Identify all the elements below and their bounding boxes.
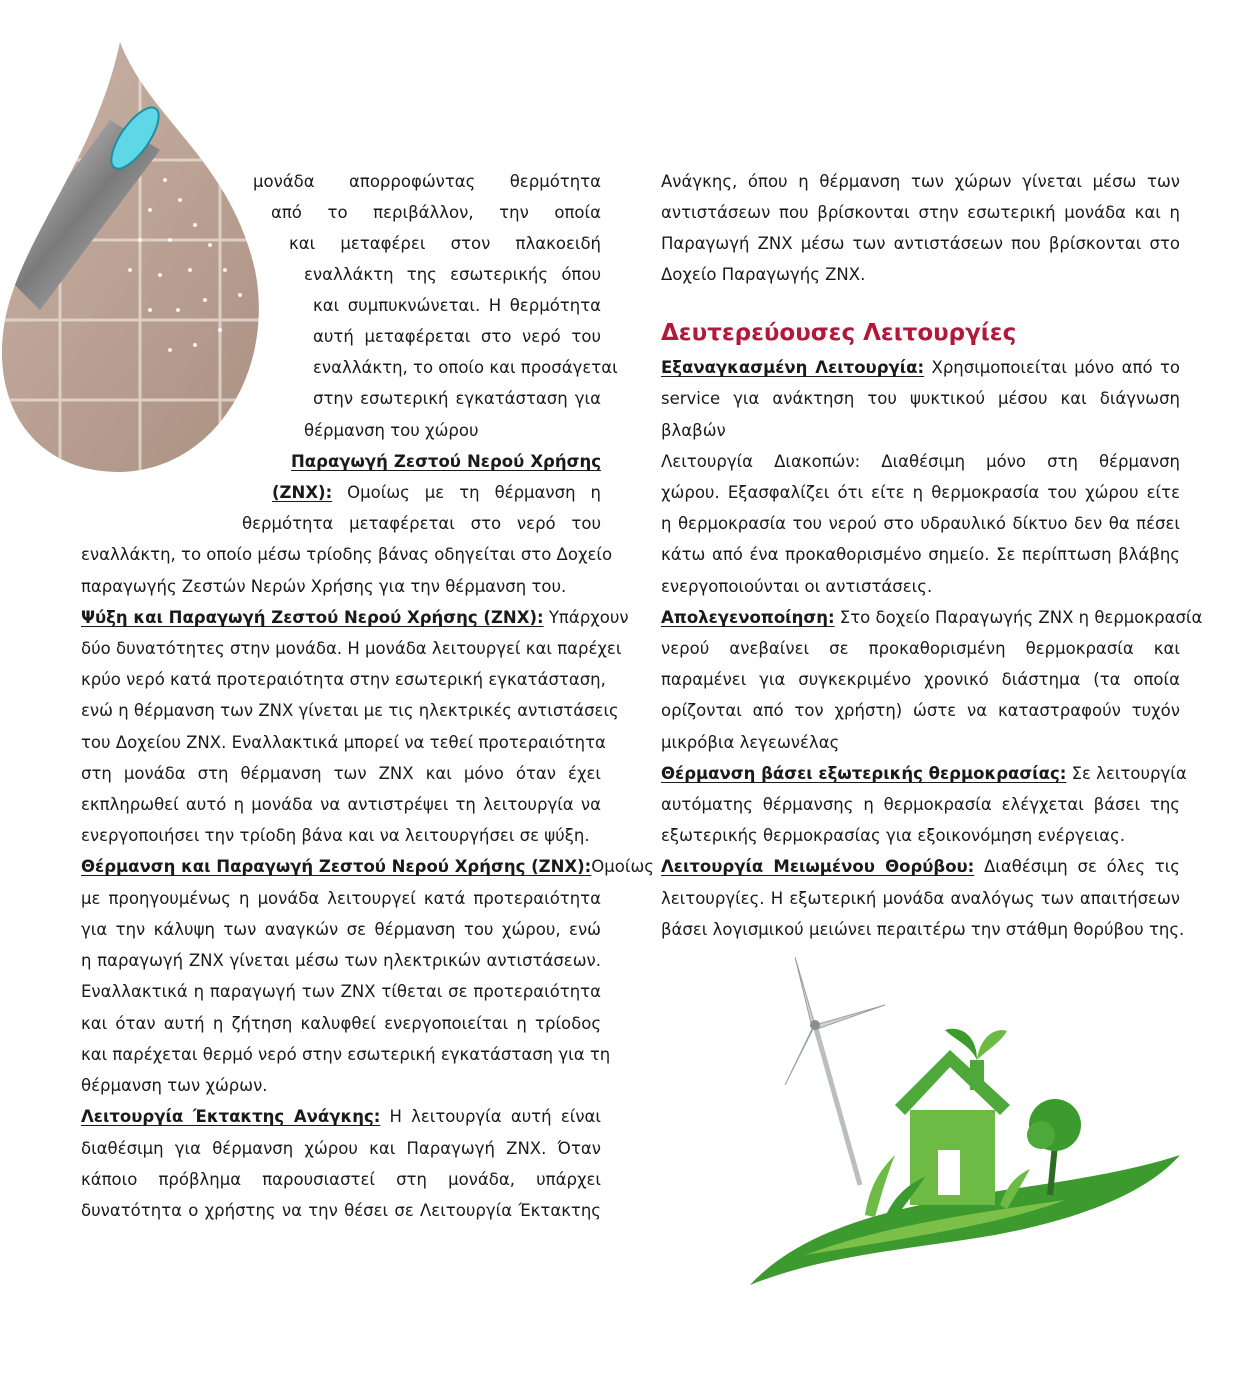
text-line: κάτω από ένα προκαθορισμένο σημείο. Σε περίπτωση βλάβης — [661, 545, 1180, 564]
text-line: αυτή μεταφέρεται στο νερό του — [313, 327, 601, 346]
text-line: αυτόματης θέρμανσης η θερμοκρασία ελέγχεται βάσει της — [661, 795, 1180, 814]
text-line: διαθέσιμη για θέρμανση χώρου και Παραγωγή ΖΝΧ. Όταν — [81, 1139, 601, 1158]
text-line: στην εσωτερική εγκατάσταση για — [313, 389, 601, 408]
text-line: δυνατότητα ο χρήστης να την θέσει σε Λειτουργία Έκτακτης — [81, 1201, 601, 1220]
text-line: με προηγουμένως η μονάδα λειτουργεί κατά προτεραιότητα — [81, 889, 601, 908]
text-line: θερμότητα μεταφέρεται στο νερό του — [242, 514, 601, 533]
text-line: ενεργοποιήσει την τρίοδη βάνα και να λειτουργήσει σε ψύξη. — [81, 826, 590, 845]
section-label-forced: Εξαναγκασμένη Λειτουργία: Χρησιμοποιείται μόνο από το — [661, 358, 1180, 377]
text-line: ενεργοποιούνται οι αντιστάσεις. — [661, 577, 933, 596]
text-line: Ανάγκης, όπου η θέρμανση των χώρων γίνεται μέσω των — [661, 172, 1180, 191]
text-line: η παραγωγή ΖΝΧ γίνεται μέσω των ηλεκτρικών αντιστάσεων. — [81, 951, 601, 970]
text-line: και μεταφέρει στον πλακοειδή — [289, 234, 601, 253]
text-line: (ΖΝΧ): Ομοίως με τη θέρμανση η — [272, 483, 601, 502]
section-label-antilegionella: Απολεγενοποίηση: Στο δοχείο Παραγωγής ΖΝΧ η θερμοκρασία — [661, 608, 1203, 627]
text-line: ορίζονται από τον χρήστη) ώστε να καταστραφούν τυχόν — [661, 701, 1180, 720]
text-line: Εναλλακτικά η παραγωγή των ΖΝΧ τίθεται σε προτεραιότητα — [81, 982, 601, 1001]
text-line: κρύο νερό κατά προτεραιότητα στην εσωτερική εγκατάσταση, — [81, 670, 606, 689]
shower-water-drop-image — [0, 40, 330, 480]
section-heading: Δευτερεύουσες Λειτουργίες — [661, 320, 1017, 346]
text-line: Δοχείο Παραγωγής ΖΝΧ. — [661, 265, 866, 284]
section-label-emergency: Λειτουργία Έκτακτης Ανάγκης: Η λειτουργία αυτή είναι — [81, 1107, 601, 1126]
text-line: βάσει λογισμικού μειώνει περαιτέρω την στάθμη θορύβου της. — [661, 920, 1185, 939]
section-label-cooling-dhw: Ψύξη και Παραγωγή Ζεστού Νερού Χρήσης (ΖΝΧ): Υπάρχουν — [81, 608, 629, 627]
section-label-outdoor-temp: Θέρμανση βάσει εξωτερικής θερμοκρασίας: Σε λειτουργία — [661, 764, 1187, 783]
text-line: από το περιβάλλον, την οποία — [271, 203, 601, 222]
text-line: αντιστάσεων που βρίσκονται στην εσωτερική μονάδα και η — [661, 203, 1180, 222]
text-line: Λειτουργία Διακοπών: Διαθέσιμη μόνο στη θέρμανση — [661, 452, 1180, 471]
text-line: εξωτερικής θερμοκρασίας για εξοικονόμηση ενέργειας. — [661, 826, 1126, 845]
text-line: η θερμοκρασία του νερού στο υδραυλικό δίκτυο δεν θα πέσει — [661, 514, 1180, 533]
text-line: εναλλάκτη της εσωτερικής όπου — [304, 265, 601, 284]
eco-house-wind-turbine-image — [745, 955, 1185, 1295]
text-line: κάποιο πρόβλημα παρουσιαστεί στη μονάδα, υπάρχει — [81, 1170, 601, 1189]
text-line: στη μονάδα στη θέρμανση των ΖΝΧ και μόνο όταν έχει — [81, 764, 601, 783]
text-line: παραμένει για συγκεκριμένο χρονικό διάστημα (τα οποία — [661, 670, 1180, 689]
text-line: βλαβών — [661, 421, 726, 440]
text-line: ενώ η θέρμανση των ΖΝΧ γίνεται με τις ηλεκτρικές αντιστάσεις — [81, 701, 619, 720]
text-line: και όταν αυτή η ζήτηση καλυφθεί ενεργοποιείται η τρίοδος — [81, 1014, 601, 1033]
text-line: service για ανάκτηση του ψυκτικού μέσου και διάγνωση — [661, 389, 1180, 408]
section-label-heating-dhw: Θέρμανση και Παραγωγή Ζεστού Νερού Χρήσης (ΖΝΧ):Ομοίως — [81, 857, 654, 876]
text-line: μικρόβια λεγεωνέλας — [661, 733, 840, 752]
text-line: για την κάλυψη των αναγκών σε θέρμανση του χώρου, ενώ — [81, 920, 601, 939]
text-line: θέρμανση των χώρων. — [81, 1076, 268, 1095]
text-line: εκπληρωθεί αυτό η μονάδα να αντιστρέψει τη λειτουργία να — [81, 795, 601, 814]
text-line: θέρμανση του χώρου — [304, 421, 479, 440]
text-line: μονάδα απορροφώντας θερμότητα — [253, 172, 601, 191]
text-line: λειτουργίες. Η εξωτερική μονάδα αναλόγως των απαιτήσεων — [661, 889, 1180, 908]
section-label-dhw: Παραγωγή Ζεστού Νερού Χρήσης — [291, 452, 601, 471]
text-line: παραγωγής Ζεστών Νερών Χρήσης για την θέρμανση του. — [81, 577, 567, 596]
section-label-low-noise: Λειτουργία Μειωμένου Θορύβου: Διαθέσιμη σε όλες τις — [661, 857, 1180, 876]
text-line: εναλλάκτη, το οποίο μέσω τρίοδης βάνας οδηγείται στο Δοχείο — [81, 545, 613, 564]
text-line: και παρέχεται θερμό νερό στην εσωτερική εγκατάσταση για τη — [81, 1045, 611, 1064]
text-line: εναλλάκτη, το οποίο και προσάγεται — [313, 358, 618, 377]
text-line: και συμπυκνώνεται. Η θερμότητα — [313, 296, 601, 315]
text-line: του Δοχείου ΖΝΧ. Εναλλακτικά μπορεί να τεθεί προτεραιότητα — [81, 733, 606, 752]
text-line: χώρου. Εξασφαλίζει ότι είτε η θερμοκρασία του χώρου είτε — [661, 483, 1180, 502]
text-line: Παραγωγή ΖΝΧ μέσω των αντιστάσεων που βρίσκονται στο — [661, 234, 1180, 253]
text-line: νερού ανεβαίνει σε προκαθορισμένη θερμοκρασία και — [661, 639, 1180, 658]
text-line: δύο δυνατότητες στην μονάδα. Η μονάδα λειτουργεί και παρέχει — [81, 639, 622, 658]
